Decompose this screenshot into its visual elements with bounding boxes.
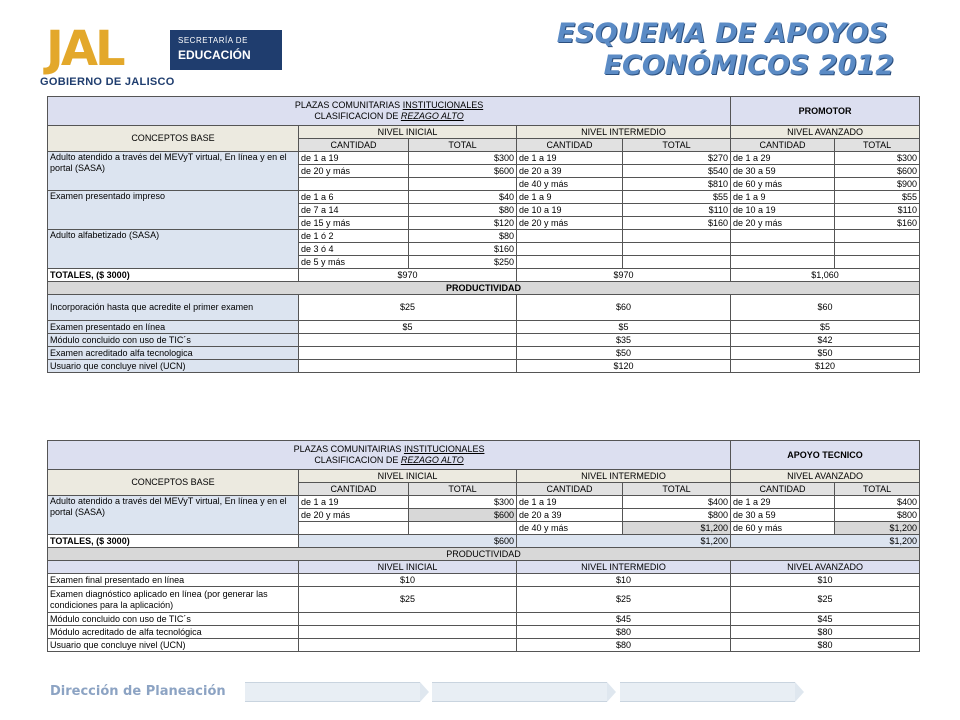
cell: $120 [517, 360, 731, 373]
cell [731, 230, 835, 243]
apoyo-tecnico-table [47, 440, 920, 652]
cell: de 7 a 14 [299, 204, 409, 217]
prod-row [48, 347, 920, 360]
cell [299, 522, 409, 535]
cell: de 1 a 19 [299, 152, 409, 165]
cell: $50 [731, 347, 920, 360]
nivel-avanzado-header: NIVEL AVANZADO [731, 561, 920, 574]
total-header: TOTAL [835, 483, 920, 496]
prod-concept: Módulo concluido con uso de TIC´s [48, 334, 299, 347]
cell: $160 [835, 217, 920, 230]
cell [623, 256, 731, 269]
plazas-underlined: INSTITUCIONALES [403, 444, 485, 454]
prod-concept: Examen diagnóstico aplicado en línea (por generar las condiciones para la aplicación) [48, 587, 299, 613]
table-row [48, 191, 920, 204]
total-header: TOTAL [409, 483, 517, 496]
footer-arrow-decoration [245, 682, 420, 702]
productividad-header: PRODUCTIVIDAD [48, 548, 920, 561]
cell: de 20 y más [517, 217, 623, 230]
total-intermedio: $970 [517, 269, 731, 282]
cell: $900 [835, 178, 920, 191]
cell [409, 522, 517, 535]
prod-row [48, 360, 920, 373]
title-line2: ECONÓMICOS 2012 [603, 50, 894, 81]
cell: de 1 a 9 [731, 191, 835, 204]
cell: $400 [623, 496, 731, 509]
cell: $10 [299, 574, 517, 587]
cell [299, 626, 517, 639]
cell [835, 256, 920, 269]
cell: de 1 a 9 [517, 191, 623, 204]
cell: de 5 y más [299, 256, 409, 269]
cell: $5 [299, 321, 517, 334]
title-line1: ESQUEMA DE APOYOS [556, 18, 888, 49]
cell: $80 [409, 230, 517, 243]
jalisco-logo [38, 21, 288, 94]
cell: $800 [623, 509, 731, 522]
cell [517, 243, 623, 256]
cantidad-header: CANTIDAD [299, 483, 409, 496]
total-avanzado: $1,200 [731, 535, 920, 548]
nivel-avanzado-header: NIVEL AVANZADO [731, 126, 920, 139]
cell: $110 [623, 204, 731, 217]
plazas-header [48, 441, 731, 470]
cell: $42 [731, 334, 920, 347]
prod-concept: Usuario que concluye nivel (UCN) [48, 639, 299, 652]
cell: $5 [731, 321, 920, 334]
logo-brand: JAL [46, 21, 123, 77]
cell: de 1 a 19 [299, 496, 409, 509]
plazas-underlined: INSTITUCIONALES [402, 100, 484, 110]
table-row [48, 230, 920, 243]
cell: $55 [835, 191, 920, 204]
cell: de 15 y más [299, 217, 409, 230]
cell: $60 [517, 295, 731, 321]
cell [517, 230, 623, 243]
cell: $300 [835, 152, 920, 165]
nivel-inicial-header: NIVEL INICIAL [299, 126, 517, 139]
promotor-table [47, 96, 920, 373]
cell: $110 [835, 204, 920, 217]
cell: $60 [731, 295, 920, 321]
cell: $1,200 [835, 522, 920, 535]
cell: de 1 a 29 [731, 496, 835, 509]
total-intermedio: $1,200 [517, 535, 731, 548]
cell: de 40 y más [517, 178, 623, 191]
plazas-label: PLAZAS COMUNITARIAS [294, 100, 401, 110]
prod-row [48, 295, 920, 321]
cantidad-header: CANTIDAD [731, 483, 835, 496]
cell: $300 [409, 152, 517, 165]
plazas-label: PLAZAS COMUNITAIRIAS [293, 444, 402, 454]
prod-row [48, 639, 920, 652]
cell [299, 334, 517, 347]
role-header: PROMOTOR [731, 97, 920, 126]
cell: $120 [409, 217, 517, 230]
cell: $800 [835, 509, 920, 522]
role-header: APOYO TECNICO [731, 441, 920, 470]
prod-concept: Examen presentado en línea [48, 321, 299, 334]
prod-row [48, 626, 920, 639]
cell: de 1 a 6 [299, 191, 409, 204]
conceptos-header: CONCEPTOS BASE [48, 126, 299, 152]
totals-row [48, 535, 920, 548]
nivel-inicial-header: NIVEL INICIAL [299, 561, 517, 574]
footer-arrow-decoration [432, 682, 607, 702]
cell: $120 [731, 360, 920, 373]
clasif-label: CLASIFICACION DE [314, 111, 399, 121]
logo-secretaria-box [170, 30, 282, 70]
cell: $40 [409, 191, 517, 204]
cell [299, 639, 517, 652]
cell: $5 [517, 321, 731, 334]
cell: $80 [517, 626, 731, 639]
cantidad-header: CANTIDAD [517, 483, 623, 496]
page-title [556, 18, 894, 82]
cell [731, 256, 835, 269]
table-row [48, 152, 920, 165]
cell: de 60 y más [731, 522, 835, 535]
totals-row [48, 269, 920, 282]
concept-cell: Adulto atendido a través del MEVyT virtual, En línea y en el portal (SASA) [48, 496, 299, 535]
cell: $600 [409, 165, 517, 178]
totales-label: TOTALES, ($ 3000) [48, 269, 299, 282]
total-avanzado: $1,060 [731, 269, 920, 282]
cell: $25 [731, 587, 920, 613]
cell [409, 178, 517, 191]
cell: de 60 y más [731, 178, 835, 191]
logo-line1: SECRETARÍA DE [178, 36, 248, 45]
cell: $540 [623, 165, 731, 178]
total-header: TOTAL [409, 139, 517, 152]
cell: de 20 y más [299, 165, 409, 178]
prod-concept: Usuario que concluye nivel (UCN) [48, 360, 299, 373]
total-header: TOTAL [623, 483, 731, 496]
cell: $400 [835, 496, 920, 509]
footer-arrow-decoration [620, 682, 795, 702]
table-row [48, 496, 920, 509]
cell: de 3 ó 4 [299, 243, 409, 256]
total-header: TOTAL [835, 139, 920, 152]
prod-row [48, 613, 920, 626]
clasif-label: CLASIFICACION DE [314, 455, 399, 465]
cell: $10 [517, 574, 731, 587]
cell: de 20 y más [299, 509, 409, 522]
total-inicial: $600 [299, 535, 517, 548]
footer-label: Dirección de Planeación [50, 684, 226, 699]
cell: de 20 y más [731, 217, 835, 230]
cell [299, 178, 409, 191]
logo-line2: EDUCACIÓN [178, 48, 251, 62]
clasif-underlined: REZAGO ALTO [400, 111, 464, 121]
cell: de 1 a 29 [731, 152, 835, 165]
cell: $250 [409, 256, 517, 269]
prod-row [48, 587, 920, 613]
cell [623, 243, 731, 256]
cell [731, 243, 835, 256]
cell [299, 360, 517, 373]
conceptos-header: CONCEPTOS BASE [48, 470, 299, 496]
cantidad-header: CANTIDAD [517, 139, 623, 152]
cell: $55 [623, 191, 731, 204]
cell: $160 [623, 217, 731, 230]
cell: $1,200 [623, 522, 731, 535]
concept-cell: Adulto atendido a través del MEVyT virtual, En línea y en el portal (SASA) [48, 152, 299, 191]
clasif-underlined: REZAGO ALTO [400, 455, 464, 465]
cell: $270 [623, 152, 731, 165]
prod-concept: Módulo acreditado de alfa tecnológica [48, 626, 299, 639]
cell: de 1 a 19 [517, 152, 623, 165]
nivel-intermedio-header: NIVEL INTERMEDIO [517, 470, 731, 483]
prod-row [48, 574, 920, 587]
cell: $600 [835, 165, 920, 178]
cell: $80 [731, 626, 920, 639]
cell: de 1 ó 2 [299, 230, 409, 243]
cell: de 1 a 19 [517, 496, 623, 509]
cell: $25 [299, 295, 517, 321]
productividad-header: PRODUCTIVIDAD [48, 282, 920, 295]
prod-row [48, 334, 920, 347]
cantidad-header: CANTIDAD [731, 139, 835, 152]
prod-concept: Incorporación hasta que acredite el primer examen [48, 295, 299, 321]
prod-concept: Módulo concluido con uso de TIC´s [48, 613, 299, 626]
cell [517, 256, 623, 269]
cell: $810 [623, 178, 731, 191]
cell: $160 [409, 243, 517, 256]
cell: de 20 a 39 [517, 509, 623, 522]
cell: $45 [731, 613, 920, 626]
cell: $50 [517, 347, 731, 360]
cell: $80 [409, 204, 517, 217]
cell: $600 [409, 509, 517, 522]
cell: de 10 a 19 [517, 204, 623, 217]
empty-header [48, 561, 299, 574]
nivel-intermedio-header: NIVEL INTERMEDIO [517, 561, 731, 574]
totales-label: TOTALES, ($ 3000) [48, 535, 299, 548]
cell: de 20 a 39 [517, 165, 623, 178]
prod-row [48, 321, 920, 334]
cell: $25 [299, 587, 517, 613]
prod-concept: Examen acreditado alfa tecnologica [48, 347, 299, 360]
cell [623, 230, 731, 243]
cell: de 30 a 59 [731, 509, 835, 522]
cantidad-header: CANTIDAD [299, 139, 409, 152]
cell: $25 [517, 587, 731, 613]
nivel-avanzado-header: NIVEL AVANZADO [731, 470, 920, 483]
cell: $80 [731, 639, 920, 652]
cell [835, 243, 920, 256]
nivel-inicial-header: NIVEL INICIAL [299, 470, 517, 483]
cell [299, 347, 517, 360]
cell: de 10 a 19 [731, 204, 835, 217]
nivel-intermedio-header: NIVEL INTERMEDIO [517, 126, 731, 139]
cell: $35 [517, 334, 731, 347]
concept-cell: Adulto alfabetizado (SASA) [48, 230, 299, 269]
plazas-header [48, 97, 731, 126]
cell: $80 [517, 639, 731, 652]
cell [835, 230, 920, 243]
cell: $300 [409, 496, 517, 509]
total-inicial: $970 [299, 269, 517, 282]
concept-cell: Examen presentado impreso [48, 191, 299, 230]
logo-govt: GOBIERNO DE JALISCO [40, 76, 175, 88]
cell: de 30 a 59 [731, 165, 835, 178]
cell: $45 [517, 613, 731, 626]
cell: de 40 y más [517, 522, 623, 535]
prod-concept: Examen final presentado en línea [48, 574, 299, 587]
total-header: TOTAL [623, 139, 731, 152]
cell [299, 613, 517, 626]
cell: $10 [731, 574, 920, 587]
